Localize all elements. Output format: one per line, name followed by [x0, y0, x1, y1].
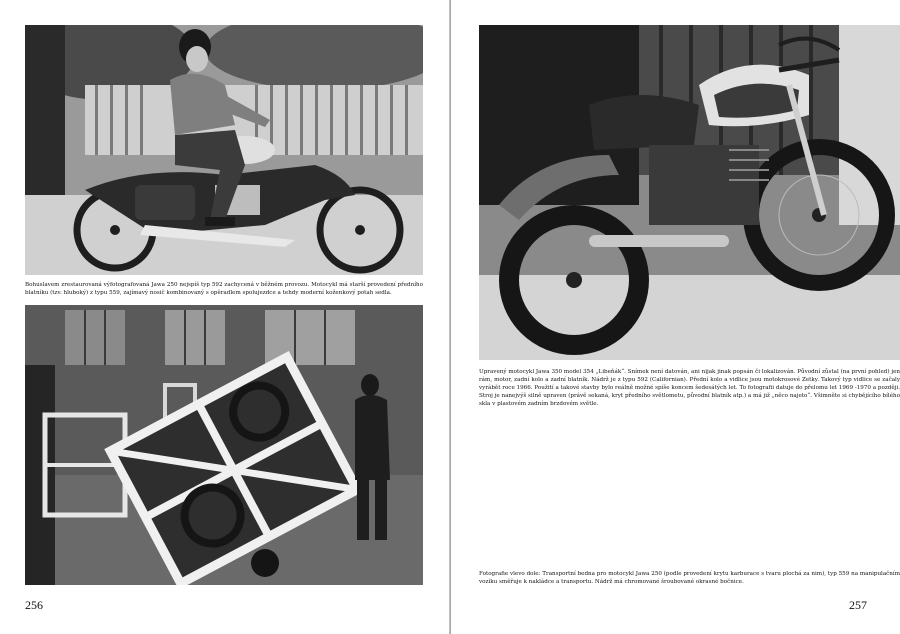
factory-crate-photo — [25, 305, 423, 585]
motorcycle-rider-photo — [25, 25, 423, 275]
page-number-left: 256 — [25, 598, 43, 612]
caption-top-right: Upravený motocykl Jawa 350 model 354 „Libeňák“. Snímek není datován, ani nijak jinak popsán či lokalizován. Původní zůstal (na první pohled) jen rám, motor, zadní kolo a zadní blatník. Nádrž je z typu 592 (Californian). Přední kolo a vidlice jsou motokrosové Zetky. Takový typ vidlice se začaly vyrábět roce 1966. Použití a takové stavby bylo reálně možné spíše koncem šedesátých let. To fotografii datuje do přelomu let 1969 -1970 a později. Stroj je nanejvýš silně upraven (právě sekaná, kryt předního světlometu, původní blatník atp.) a má již „něco najeto“. Všimněte si chybějícího bílého skla v plastovém zadním brzdovém světle. — [479, 369, 900, 407]
right-page — [451, 0, 900, 634]
left-page — [0, 0, 449, 634]
page-number-right: 257 — [849, 598, 867, 612]
caption-bottom-right: Fotografie vlevo dole: Transportní bedna pro motocykl Jawa 250 (podle provedení krytu karburace s tvaru plochá za nim), typ 559 na manipulačním vozíku směřuje k nakládce a transportu. Nádrž má chromované šroubované okrasné bočnice. — [479, 571, 900, 585]
caption-top-left: Bohuslavem zrestaurovaná výfotografovaná Jawa 250 nejspíš typ 592 zachycená v běžném provozu. Motocykl má starší provedení předního blatníku (tzv. hluboký) z typu 559, zajímavý nosič kombinovaný s opěradlem spolujezdce a tehdy moderní koženkový potah sedla. — [25, 282, 423, 296]
modified-motorcycle-photo — [479, 25, 900, 360]
